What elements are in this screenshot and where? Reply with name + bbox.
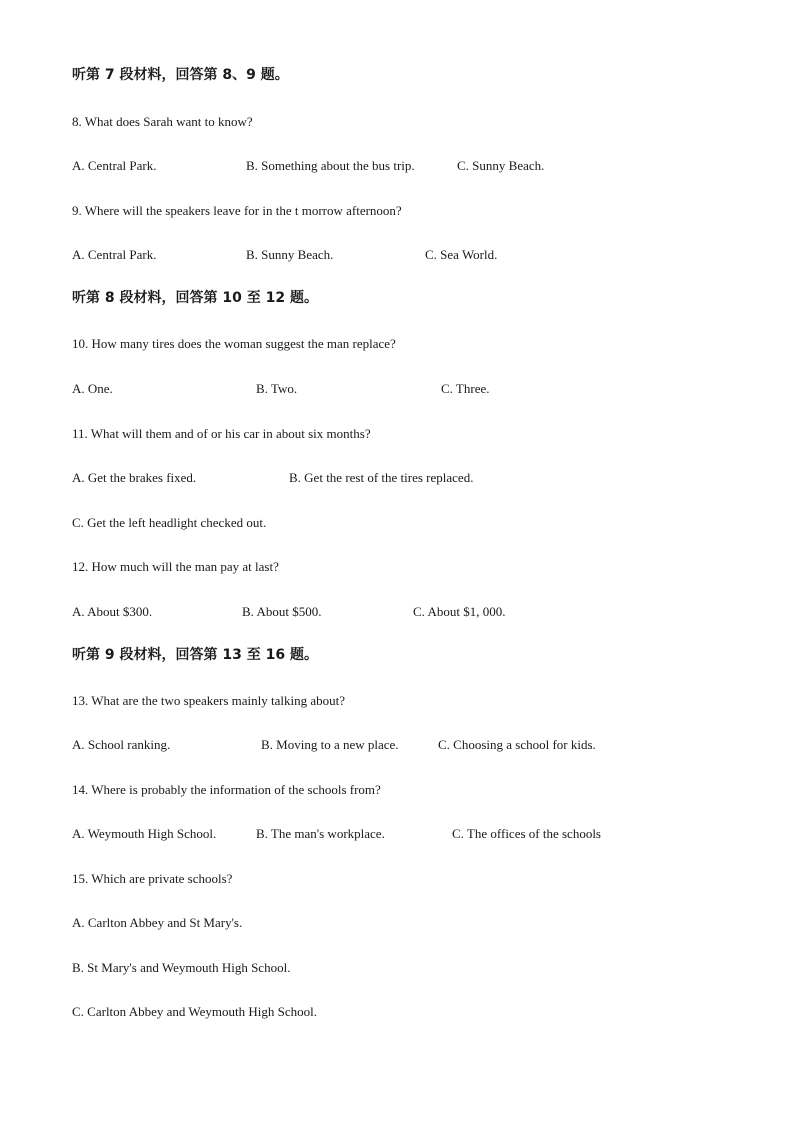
option-a: A. Weymouth High School. (72, 826, 217, 841)
option-b: B. Moving to a new place. (261, 737, 399, 752)
option-a: A. Get the brakes fixed. (72, 470, 197, 485)
section-heading: 听第 8 段材料，回答第 10 至 12 题。 (72, 290, 318, 306)
question-text: 11. What will them and of or his car in about six months? (72, 426, 371, 441)
option-c: C. Choosing a school for kids. (438, 737, 596, 752)
option-c: C. Three. (441, 381, 490, 396)
section-heading: 听第 7 段材料，回答第 8、9 题。 (72, 67, 289, 83)
option-a: A. One. (72, 381, 113, 396)
option-c: C. Carlton Abbey and Weymouth High School. (72, 1004, 317, 1019)
option-c: C. Sunny Beach. (457, 158, 545, 173)
option-b: B. Get the rest of the tires replaced. (289, 470, 474, 485)
option-c: C. Get the left headlight checked out. (72, 515, 267, 530)
option-c: C. Sea World. (425, 247, 498, 262)
option-b: B. Sunny Beach. (246, 247, 334, 262)
option-b: B. St Mary's and Weymouth High School. (72, 960, 291, 975)
question-text: 9. Where will the speakers leave for in the t morrow afternoon? (72, 203, 402, 218)
option-b: B. The man's workplace. (256, 826, 385, 841)
option-a: A. About $300. (72, 604, 153, 619)
option-a: A. Carlton Abbey and St Mary's. (72, 915, 243, 930)
section-heading: 听第 9 段材料，回答第 13 至 16 题。 (72, 647, 318, 663)
question-text: 12. How much will the man pay at last? (72, 559, 279, 574)
question-text: 14. Where is probably the information of the schools from? (72, 782, 381, 797)
question-text: 13. What are the two speakers mainly talking about? (72, 693, 346, 708)
question-text: 10. How many tires does the woman suggest the man replace? (72, 336, 396, 351)
question-text: 8. What does Sarah want to know? (72, 114, 253, 129)
question-text: 15. Which are private schools? (72, 871, 233, 886)
option-b: B. Two. (256, 381, 298, 396)
option-a: A. Central Park. (72, 247, 157, 262)
option-a: A. School ranking. (72, 737, 171, 752)
option-c: C. About $1, 000. (413, 604, 506, 619)
option-a: A. Central Park. (72, 158, 157, 173)
option-b: B. About $500. (242, 604, 322, 619)
option-b: B. Something about the bus trip. (246, 158, 415, 173)
option-c: C. The offices of the schools (452, 826, 601, 841)
